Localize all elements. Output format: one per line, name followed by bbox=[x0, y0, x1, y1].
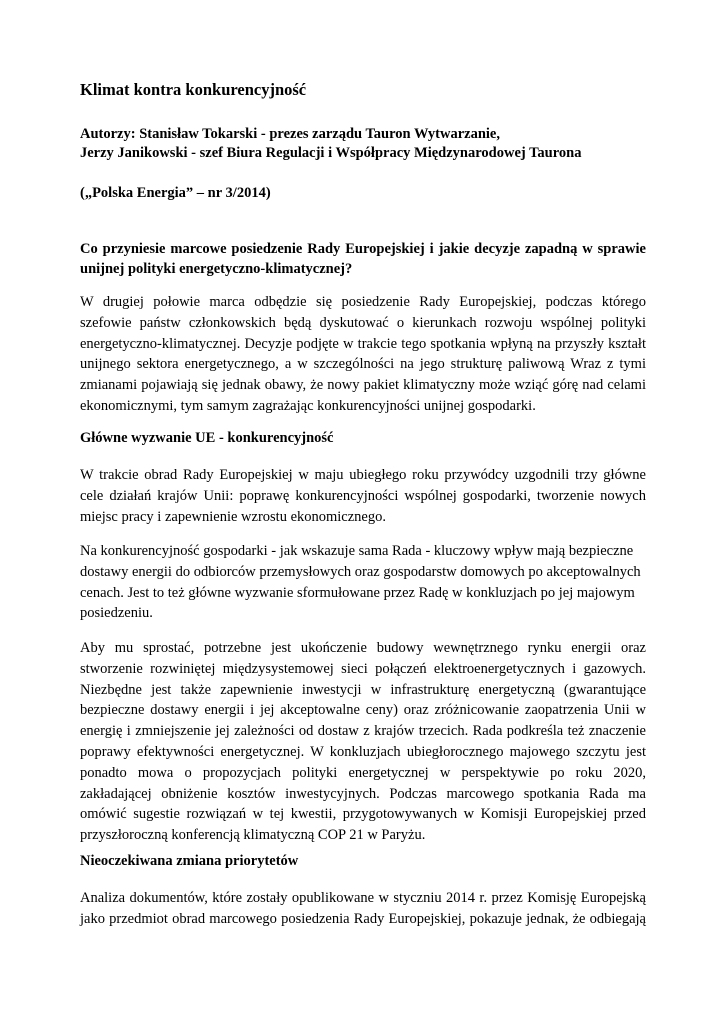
text-line: jako przedmiot obrad marcowego posiedzenia Rady Europejskiej, pokazuje jednak, że odbiegają bbox=[80, 910, 646, 927]
text-line: energetyczno-klimatycznej. Decyzje podjęte w trakcie tego spotkania wpłyną na przyszły kształt bbox=[80, 335, 646, 352]
source-citation: („Polska Energia” – nr 3/2014) bbox=[80, 185, 271, 201]
text-line: stworzenie rozwiniętej międzysystemowej sieci połączeń elektroenergetycznych i gazowych. bbox=[80, 660, 646, 677]
section-heading: Główne wyzwanie UE - konkurencyjność bbox=[80, 430, 334, 446]
text-line: cele działań krajów Unii: poprawę konkurencyjności wspólnej gospodarki, tworzenie nowych bbox=[80, 487, 646, 504]
text-line: W trakcie obrad Rady Europejskiej w maju ubiegłego roku przywódcy uzgodnili trzy główne bbox=[80, 467, 646, 483]
text-line: przyszłoroczną konferencją klimatyczną COP 21 w Paryżu. bbox=[80, 827, 426, 844]
text-line: energię i zmniejszenie jej zależności od dostaw z krajów trzecich. Rada podkreśla też znaczenie bbox=[80, 723, 646, 740]
text-line: szefowie państw członkowskich będą dyskutować o kierunkach rozwoju wspólnej polityki bbox=[80, 314, 646, 331]
text-line: ponadto mowa o propozycjach polityki energetycznej w perspektywie po roku 2020, bbox=[80, 764, 646, 781]
paragraph-5 bbox=[80, 888, 646, 930]
lead-question bbox=[80, 239, 646, 279]
text-line: dostawy energii do odbiorców przemysłowych oraz gospodarstw domowych po akceptowalnych bbox=[80, 563, 641, 580]
document-title: Klimat kontra konkurencyjność bbox=[80, 80, 307, 99]
text-line: miejsc pracy i zapewnienie wzrostu ekonomicznego. bbox=[80, 508, 386, 525]
paragraph-1 bbox=[80, 292, 646, 417]
text-line: ekonomicznymi, tym samym zagrażając konkurencyjności unijnej gospodarki. bbox=[80, 397, 536, 414]
text-line: W drugiej połowie marca odbędzie się posiedzenie Rady Europejskiej, podczas którego bbox=[80, 294, 646, 310]
section-heading: Nieoczekiwana zmiana priorytetów bbox=[80, 853, 299, 869]
text-line: omówić sugestie rozwiązań w tej kwestii, przygotowywanych w Komisji Europejskiej przed bbox=[80, 806, 646, 823]
authors-line: Autorzy: Stanisław Tokarski - prezes zarządu Tauron Wytwarzanie, bbox=[80, 126, 500, 142]
paragraph-4 bbox=[80, 638, 646, 846]
text-line: zmianami pojawiają się jednak obawy, że nowy pakiet klimatyczny może wziąć górę nad celami bbox=[80, 377, 646, 394]
text-line: poprawy efektywności energetycznej. W konkluzjach ubiegłorocznego majowego szczytu jest bbox=[80, 743, 646, 760]
text-line: posiedzeniu. bbox=[80, 605, 153, 622]
text-line: Niezbędne jest także zapewnienie inwestycji w infrastrukturę energetyczną (gwarantujące bbox=[80, 681, 646, 698]
authors-line: Jerzy Janikowski - szef Biura Regulacji i Współpracy Międzynarodowej Taurona bbox=[80, 145, 582, 161]
text-line: Na konkurencyjność gospodarki - jak wskazuje sama Rada - kluczowy wpływ mają bezpieczne bbox=[80, 543, 634, 559]
text-line: Analiza dokumentów, które zostały opublikowane w styczniu 2014 r. przez Komisję Europejską bbox=[80, 890, 646, 906]
lead-line: Co przyniesie marcowe posiedzenie Rady Europejskiej i jakie decyzje zapadną w sprawie bbox=[80, 241, 646, 257]
lead-line: unijnej polityki energetyczno-klimatycznej? bbox=[80, 261, 353, 277]
authors bbox=[80, 125, 581, 163]
text-line: zakładającej obniżenie kosztów inwestycyjnych. Podczas marcowego spotkania Rada ma bbox=[80, 785, 646, 802]
text-line: cenach. Jest to też główne wyzwanie sformułowane przez Radę w konkluzjach po jej majowym bbox=[80, 584, 635, 601]
text-line: bezpieczne dostawy energii i jej akceptowalne ceny) oraz zróżnicowanie zaopatrzenia Unii w bbox=[80, 702, 646, 719]
paragraph-2 bbox=[80, 465, 646, 527]
paragraph-3 bbox=[80, 541, 646, 624]
text-line: Aby mu sprostać, potrzebne jest ukończenie budowy wewnętrznego rynku energii oraz bbox=[80, 640, 646, 656]
text-line: unijnego sektora energetycznego, a w szczególności na jego strukturę paliwową Wraz z tymi bbox=[80, 356, 646, 373]
